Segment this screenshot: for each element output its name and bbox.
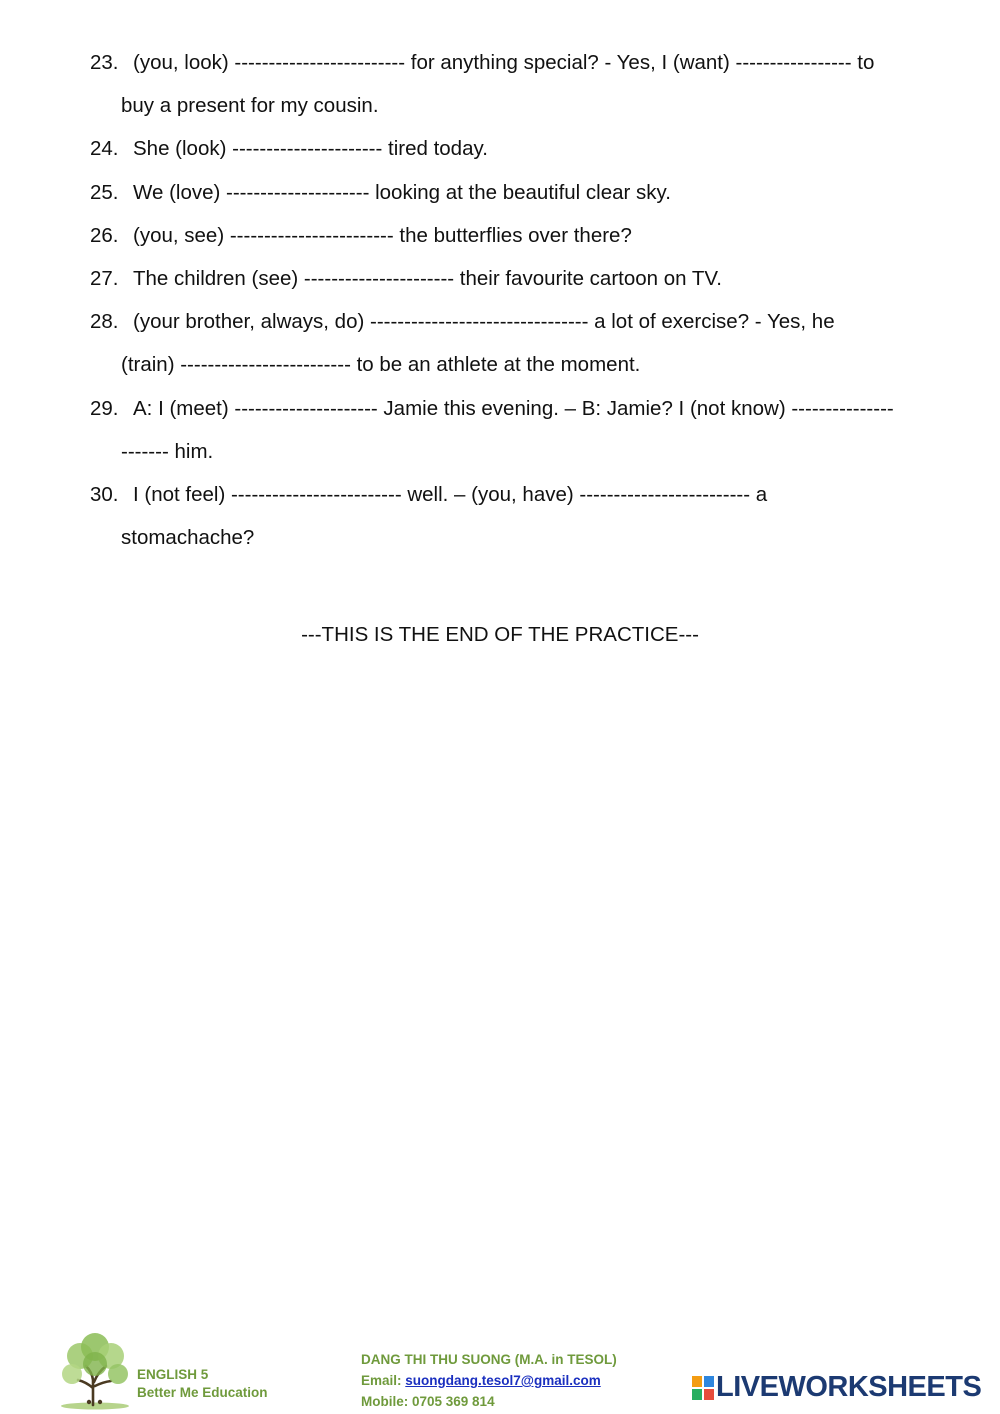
exercise-line: We (love) --------------------- looking at the beautiful clear sky.	[133, 180, 671, 204]
exercise-line: (you, look) ------------------------- for anything special? - Yes, I (want) ----------------- to	[133, 51, 875, 74]
exercise-number: 27.	[90, 267, 119, 291]
exercise-23	[90, 41, 940, 127]
exercise-27	[90, 257, 940, 300]
exercise-number: 25.	[90, 180, 119, 204]
exercise-line: (your brother, always, do) -------------------------------- a lot of exercise? - Yes, he	[133, 310, 835, 334]
colored-blocks-icon	[692, 1376, 714, 1400]
exercise-line: The children (see) ---------------------- their favourite cartoon on TV.	[133, 267, 722, 291]
course-name: ENGLISH 5	[137, 1367, 209, 1382]
exercise-25	[90, 171, 940, 214]
mobile-number: Mobile: 0705 369 814	[361, 1394, 495, 1409]
exercise-28	[90, 300, 940, 386]
exercise-line: (you, see) ------------------------ the butterflies over there?	[133, 223, 632, 247]
exercise-number: 26.	[90, 223, 119, 247]
exercise-line: ------- him.	[121, 439, 214, 463]
exercise-line: She (look) ---------------------- tired today.	[133, 137, 488, 161]
exercise-list	[0, 41, 1000, 559]
author-contact	[361, 1349, 617, 1412]
exercise-29	[90, 387, 940, 473]
exercise-number: 24.	[90, 137, 119, 161]
exercise-line: A: I (meet) --------------------- Jamie this evening. – B: Jamie? I (not know) ---------------	[133, 396, 894, 420]
end-of-practice-note: ---THIS IS THE END OF THE PRACTICE---	[301, 623, 699, 646]
school-name: Better Me Education	[137, 1385, 268, 1400]
tree-logo-icon	[56, 1330, 134, 1410]
exercise-26	[90, 214, 940, 257]
exercise-line: (train) ------------------------- to be an athlete at the moment.	[121, 353, 641, 377]
course-info	[137, 1366, 268, 1402]
exercise-line: buy a present for my cousin.	[121, 94, 379, 118]
exercise-number: 29.	[90, 396, 119, 420]
exercise-number: 30.	[90, 483, 119, 507]
email-label: Email:	[361, 1373, 402, 1388]
exercise-30	[90, 473, 940, 559]
liveworksheets-wordmark: LIVEWORKSHEETS	[716, 1371, 982, 1403]
page-footer	[0, 1328, 1000, 1414]
exercise-number: 23.	[90, 51, 119, 74]
exercise-line: I (not feel) ------------------------- well. – (you, have) ------------------------- a	[133, 483, 768, 507]
exercise-24	[90, 127, 940, 170]
exercise-line: stomachache?	[121, 526, 255, 550]
exercise-number: 28.	[90, 310, 119, 334]
email-link[interactable]: suongdang.tesol7@gmail.com	[405, 1373, 601, 1388]
author-name: DANG THI THU SUONG (M.A. in TESOL)	[361, 1352, 617, 1367]
email-row	[361, 1370, 617, 1391]
